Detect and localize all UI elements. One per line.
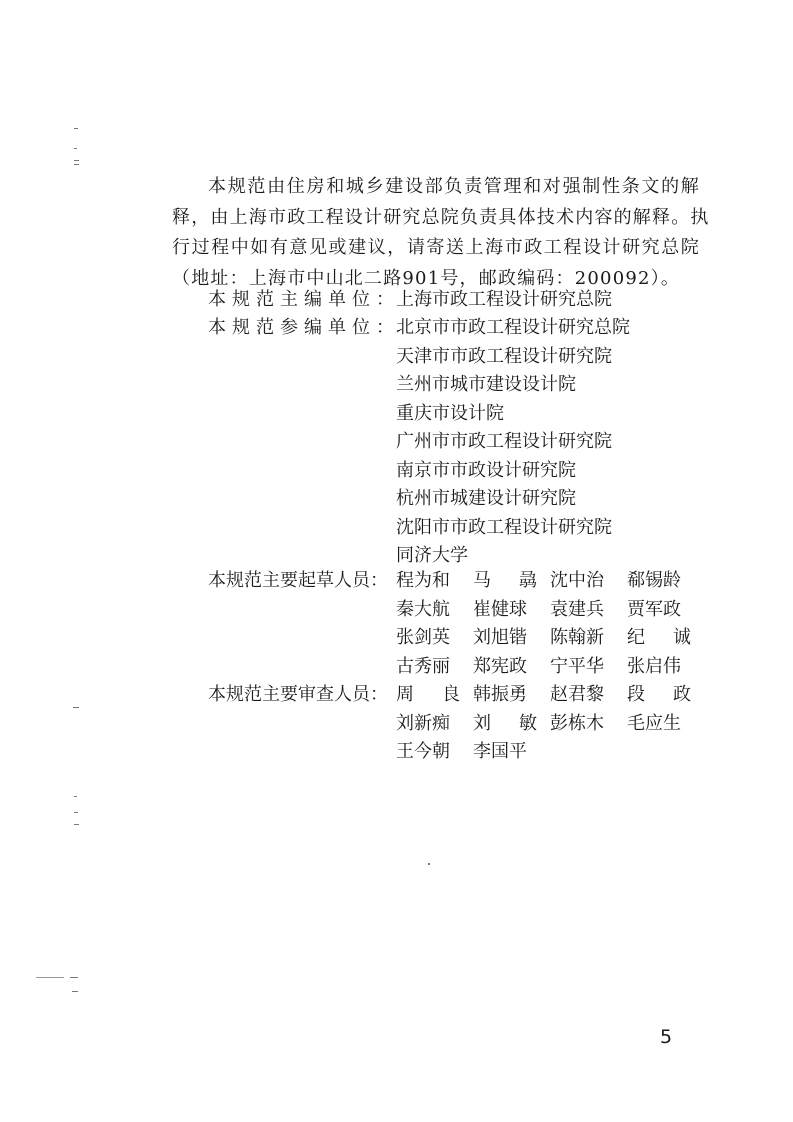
person-name: 彭栋木 (550, 712, 604, 734)
person-name: 马 骉 (473, 570, 537, 591)
person-name: 袁建兵 (550, 598, 604, 620)
drafters-label: 本规范主要起草人员： (208, 570, 388, 591)
scan-artifact (428, 863, 430, 865)
scan-artifact (74, 812, 78, 813)
person-name: 周 良 (396, 684, 460, 705)
person-name: 张剑英 (396, 627, 450, 648)
chief-editor-unit: 上海市政工程设计研究总院 (396, 289, 612, 310)
person-name: 程为和 (396, 570, 450, 591)
participating-unit: 同济大学 (396, 545, 468, 566)
participating-unit: 天津市市政工程设计研究院 (396, 345, 612, 367)
scan-artifact (74, 164, 79, 165)
intro-line: （地址：上海市中山北二路901号，邮政编码：200092）。 (172, 267, 681, 289)
person-name: 毛应生 (627, 712, 681, 734)
person-name: 郑宪政 (473, 655, 527, 677)
participating-unit: 兰州市城市建设设计院 (396, 374, 576, 395)
scan-artifact (73, 707, 79, 708)
page-number: 5 (660, 1026, 673, 1048)
intro-line: 释，由上海市政工程设计研究总院负责具体技术内容的解释。执 (172, 206, 710, 228)
person-name: 纪 诚 (627, 627, 691, 648)
person-name: 崔健球 (473, 598, 527, 620)
scan-artifact (70, 977, 78, 978)
person-name: 郗锡龄 (627, 570, 681, 591)
person-name: 赵君黎 (550, 684, 604, 705)
participating-unit: 广州市市政工程设计研究院 (396, 431, 612, 452)
drafters-row (396, 653, 704, 682)
scan-artifact (74, 128, 78, 129)
scan-artifact (72, 991, 78, 992)
reviewers-label: 本规范主要审查人员： (208, 684, 388, 705)
person-name: 李国平 (473, 741, 527, 762)
participating-unit: 北京市市政工程设计研究总院 (396, 317, 630, 338)
person-name: 刘旭锴 (473, 627, 527, 648)
drafters-row (396, 596, 704, 625)
participating-units-list (396, 314, 630, 571)
scan-artifact (74, 824, 79, 825)
reviewers-row (396, 738, 704, 767)
participating-unit: 杭州市城建设计研究院 (396, 488, 576, 509)
person-name: 段 政 (627, 684, 691, 705)
scan-artifact (74, 160, 79, 161)
chief-editor-units (396, 286, 612, 315)
drafters-list (396, 567, 704, 681)
drafters-row (396, 567, 704, 596)
reviewers-row (396, 710, 704, 739)
intro-line: 本规范由住房和城乡建设部负责管理和对强制性条文的解 (208, 176, 700, 197)
scan-artifact (74, 796, 77, 797)
intro-paragraph (172, 172, 710, 294)
person-name: 秦大航 (396, 598, 450, 620)
person-name: 韩振勇 (473, 684, 527, 705)
person-name: 沈中治 (550, 570, 604, 591)
person-name: 张启伟 (627, 655, 681, 677)
person-name: 陈翰新 (550, 627, 604, 648)
reviewers-row (396, 681, 704, 710)
drafters-row (396, 624, 704, 653)
person-name: 贾军政 (627, 598, 681, 620)
participating-unit: 沈阳市市政工程设计研究院 (396, 516, 612, 538)
chief-editor-label: 本 规 范 主 编 单 位 ： (208, 289, 394, 310)
reviewers-list (396, 681, 704, 767)
person-name: 宁平华 (550, 655, 604, 677)
intro-line: 行过程中如有意见或建议，请寄送上海市政工程设计研究总院 (172, 237, 700, 258)
person-name: 刘新痴 (396, 712, 450, 734)
person-name: 刘 敏 (473, 712, 537, 734)
person-name: 王今朝 (396, 741, 450, 762)
scan-artifact (36, 977, 64, 978)
participating-units-label: 本 规 范 参 编 单 位 ： (208, 317, 394, 338)
participating-unit: 南京市市政设计研究院 (396, 459, 576, 481)
participating-unit: 重庆市设计院 (396, 402, 504, 424)
scan-artifact (74, 148, 77, 149)
person-name: 古秀丽 (396, 655, 450, 677)
